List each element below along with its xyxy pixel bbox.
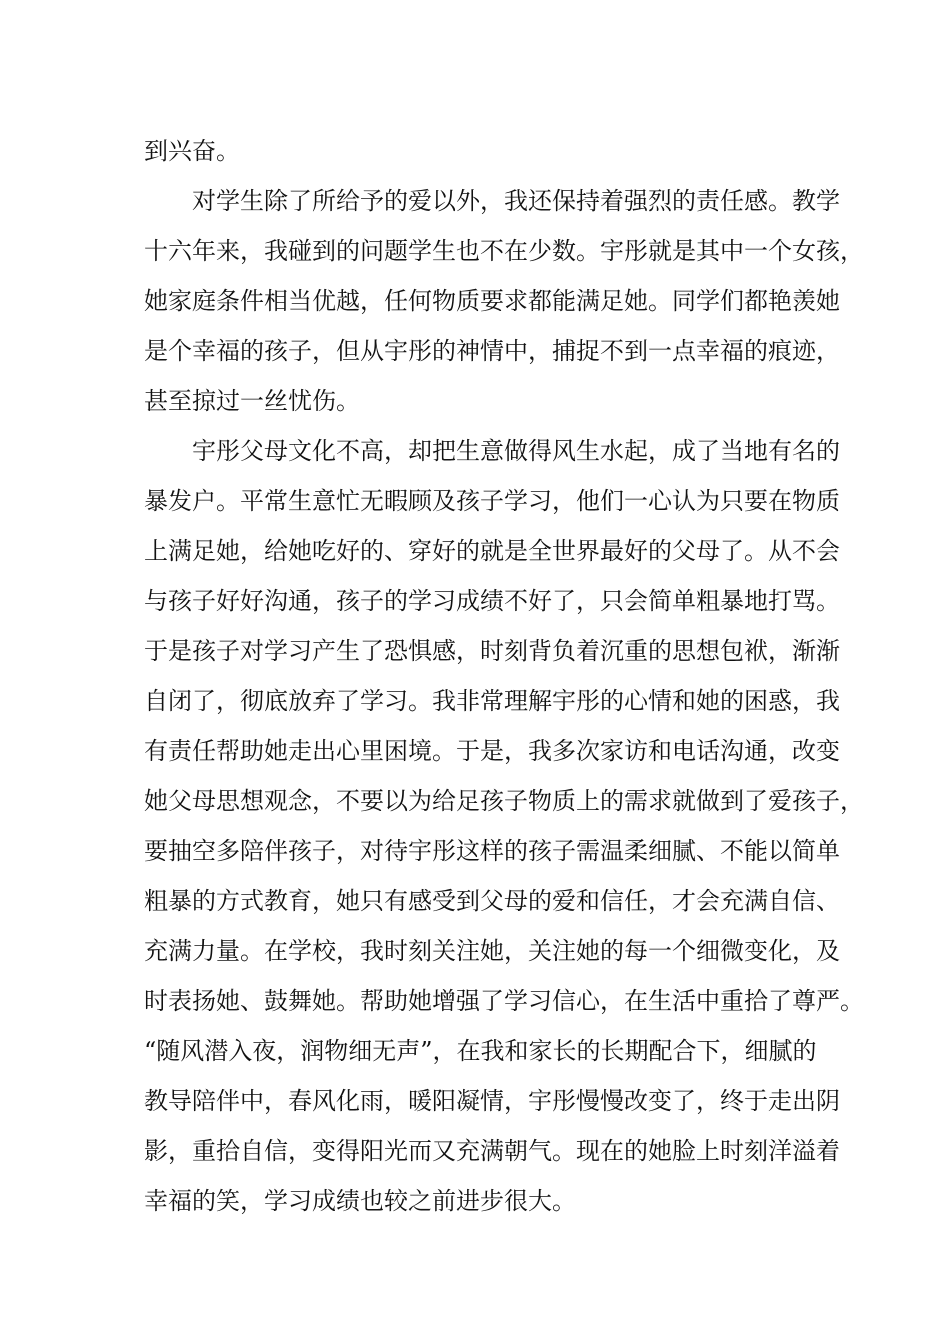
text-line: 于是孩子对学习产生了恐惧感，时刻背负着沉重的思想包袱，渐渐 bbox=[144, 637, 840, 665]
paragraph-start-line: 宇彤父母文化不高，却把生意做得风生水起，成了当地有名的 bbox=[192, 437, 840, 465]
text-line: 与孩子好好沟通，孩子的学习成绩不好了，只会简单粗暴地打骂。 bbox=[144, 587, 840, 615]
text-line: 她父母思想观念，不要以为给足孩子物质上的需求就做到了爱孩子， bbox=[144, 787, 864, 815]
text-line: 暴发户。平常生意忙无暇顾及孩子学习，他们一心认为只要在物质 bbox=[144, 487, 840, 515]
text-line: 幸福的笑，学习成绩也较之前进步很大。 bbox=[144, 1187, 576, 1215]
text-line: 影，重拾自信，变得阳光而又充满朝气。现在的她脸上时刻洋溢着 bbox=[144, 1137, 840, 1165]
text-line: 十六年来，我碰到的问题学生也不在少数。宇彤就是其中一个女孩， bbox=[144, 237, 864, 265]
text-line: 充满力量。在学校，我时刻关注她，关注她的每一个细微变化，及 bbox=[144, 937, 840, 965]
text-line: “随风潜入夜，润物细无声”，在我和家长的长期配合下，细腻的 bbox=[144, 1037, 817, 1065]
body-text bbox=[144, 126, 864, 1226]
text-line: 教导陪伴中，春风化雨，暖阳凝情，宇彤慢慢改变了，终于走出阴 bbox=[144, 1087, 840, 1115]
text-line: 上满足她，给她吃好的、穿好的就是全世界最好的父母了。从不会 bbox=[144, 537, 840, 565]
text-line: 时表扬她、鼓舞她。帮助她增强了学习信心，在生活中重拾了尊严。 bbox=[144, 987, 864, 1015]
text-line: 甚至掠过一丝忧伤。 bbox=[144, 387, 360, 415]
text-line: 自闭了，彻底放弃了学习。我非常理解宇彤的心情和她的困惑，我 bbox=[144, 687, 840, 715]
text-line: 到兴奋。 bbox=[144, 137, 240, 165]
text-line: 有责任帮助她走出心里困境。于是，我多次家访和电话沟通，改变 bbox=[144, 737, 840, 765]
text-line: 是个幸福的孩子，但从宇彤的神情中，捕捉不到一点幸福的痕迹， bbox=[144, 337, 840, 365]
text-line: 要抽空多陪伴孩子，对待宇彤这样的孩子需温柔细腻、不能以简单 bbox=[144, 837, 840, 865]
text-line: 她家庭条件相当优越，任何物质要求都能满足她。同学们都艳羡她 bbox=[144, 287, 840, 315]
text-line: 粗暴的方式教育，她只有感受到父母的爱和信任，才会充满自信、 bbox=[144, 887, 840, 915]
paragraph-start-line: 对学生除了所给予的爱以外，我还保持着强烈的责任感。教学 bbox=[192, 187, 840, 215]
